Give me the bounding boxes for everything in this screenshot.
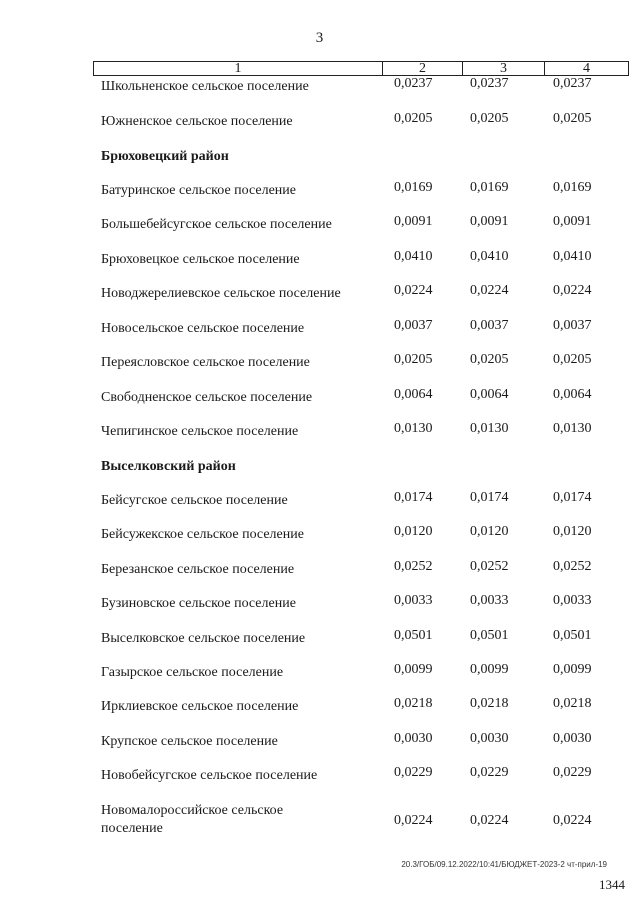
value-col-2: 0,0091 bbox=[394, 214, 433, 229]
header-col-1: 1 bbox=[234, 61, 242, 76]
settlement-name: Бузиновское сельское поселение bbox=[101, 596, 296, 611]
header-col-3: 3 bbox=[462, 62, 544, 75]
table-row bbox=[0, 524, 639, 551]
value-col-3: 0,0037 bbox=[470, 318, 509, 333]
settlement-name: Газырское сельское поселение bbox=[101, 665, 284, 680]
value-col-3: 0,0130 bbox=[470, 421, 509, 436]
table-row bbox=[0, 765, 639, 792]
table-row bbox=[0, 662, 639, 689]
value-col-4: 0,0099 bbox=[553, 662, 592, 677]
value-col-4: 0,0091 bbox=[553, 214, 592, 229]
value-col-2: 0,0224 bbox=[394, 283, 433, 298]
value-col-3: 0,0205 bbox=[470, 352, 509, 367]
value-col-4: 0,0237 bbox=[553, 76, 592, 91]
settlement-name: Крупское сельское поселение bbox=[101, 734, 278, 749]
value-col-4: 0,0410 bbox=[553, 249, 592, 264]
value-col-2: 0,0218 bbox=[394, 696, 433, 711]
value-col-2: 0,0120 bbox=[394, 524, 433, 539]
value-col-3: 0,0410 bbox=[470, 249, 509, 264]
settlement-name: Выселковское сельское поселение bbox=[101, 631, 306, 646]
value-col-3: 0,0501 bbox=[470, 628, 509, 643]
table-row bbox=[0, 249, 639, 276]
value-col-4: 0,0030 bbox=[553, 731, 592, 746]
table-row bbox=[0, 559, 639, 586]
settlement-name: Батуринское сельское поселение bbox=[101, 183, 296, 198]
header-col-4: 4 bbox=[544, 62, 628, 75]
district-heading bbox=[0, 459, 639, 483]
table-row bbox=[0, 352, 639, 379]
value-col-4: 0,0120 bbox=[553, 524, 592, 539]
value-col-2: 0,0501 bbox=[394, 628, 433, 643]
table-row bbox=[0, 696, 639, 723]
value-col-2: 0,0064 bbox=[394, 387, 433, 402]
table-row bbox=[0, 111, 639, 138]
settlement-name: Новосельское сельское поселение bbox=[101, 321, 305, 336]
value-col-3: 0,0033 bbox=[470, 593, 509, 608]
value-col-4: 0,0064 bbox=[553, 387, 592, 402]
value-col-4: 0,0033 bbox=[553, 593, 592, 608]
value-col-3: 0,0224 bbox=[470, 813, 509, 828]
settlement-name: Ирклиевское сельское поселение bbox=[101, 699, 299, 714]
settlement-name: Школьненское сельское поселение bbox=[101, 79, 309, 94]
value-col-4: 0,0037 bbox=[553, 318, 592, 333]
value-col-2: 0,0037 bbox=[394, 318, 433, 333]
settlement-name: Брюховецкое сельское поселение bbox=[101, 252, 300, 267]
value-col-3: 0,0237 bbox=[470, 76, 509, 91]
value-col-3: 0,0099 bbox=[470, 662, 509, 677]
value-col-3: 0,0174 bbox=[470, 490, 509, 505]
settlement-name: Переясловское сельское поселение bbox=[101, 355, 310, 370]
value-col-2: 0,0224 bbox=[394, 813, 433, 828]
district-name: Выселковский район bbox=[101, 459, 236, 474]
value-col-4: 0,0205 bbox=[553, 111, 592, 126]
settlement-name: Бейсугское сельское поселение bbox=[101, 493, 288, 508]
value-col-4: 0,0501 bbox=[553, 628, 592, 643]
table-row bbox=[0, 490, 639, 517]
value-col-2: 0,0205 bbox=[394, 111, 433, 126]
value-col-2: 0,0030 bbox=[394, 731, 433, 746]
value-col-4: 0,0218 bbox=[553, 696, 592, 711]
value-col-3: 0,0030 bbox=[470, 731, 509, 746]
table-row bbox=[0, 802, 639, 836]
table-row bbox=[0, 731, 639, 758]
document-code: 20.3/ГОБ/09.12.2022/10:41/БЮДЖЕТ-2023-2 чт-прил-19 bbox=[401, 860, 607, 869]
value-col-3: 0,0064 bbox=[470, 387, 509, 402]
table-row bbox=[0, 214, 639, 241]
table-row bbox=[0, 318, 639, 345]
sheet-number: 1344 bbox=[599, 877, 625, 892]
table-row bbox=[0, 628, 639, 655]
value-col-2: 0,0229 bbox=[394, 765, 433, 780]
value-col-4: 0,0224 bbox=[553, 813, 592, 828]
settlement-name: Новобейсугское сельское поселение bbox=[101, 768, 318, 783]
table-row bbox=[0, 180, 639, 207]
value-col-4: 0,0130 bbox=[553, 421, 592, 436]
settlement-name: Новоджерелиевское сельское поселение bbox=[101, 286, 341, 301]
value-col-2: 0,0130 bbox=[394, 421, 433, 436]
settlement-name: Бейсужекское сельское поселение bbox=[101, 527, 304, 542]
settlement-name: Южненское сельское поселение bbox=[101, 114, 293, 129]
value-col-2: 0,0174 bbox=[394, 490, 433, 505]
settlement-name: Свободненское сельское поселение bbox=[101, 390, 313, 405]
value-col-3: 0,0205 bbox=[470, 111, 509, 126]
settlement-name: Чепигинское сельское поселение bbox=[101, 424, 299, 439]
value-col-3: 0,0252 bbox=[470, 559, 509, 574]
district-heading bbox=[0, 149, 639, 173]
value-col-4: 0,0205 bbox=[553, 352, 592, 367]
value-col-4: 0,0229 bbox=[553, 765, 592, 780]
settlement-name: Березанское сельское поселение bbox=[101, 562, 295, 577]
value-col-2: 0,0169 bbox=[394, 180, 433, 195]
settlement-name: Новомалороссийское сельское поселение bbox=[101, 803, 284, 836]
value-col-3: 0,0120 bbox=[470, 524, 509, 539]
value-col-3: 0,0218 bbox=[470, 696, 509, 711]
table-row bbox=[0, 593, 639, 620]
value-col-3: 0,0224 bbox=[470, 283, 509, 298]
table-row bbox=[0, 421, 639, 448]
value-col-2: 0,0410 bbox=[394, 249, 433, 264]
value-col-4: 0,0224 bbox=[553, 283, 592, 298]
page-number: 3 bbox=[315, 30, 324, 46]
table-row bbox=[0, 387, 639, 414]
district-name: Брюховецкий район bbox=[101, 149, 229, 164]
table-row bbox=[0, 283, 639, 310]
value-col-2: 0,0099 bbox=[394, 662, 433, 677]
header-col-2: 2 bbox=[382, 62, 462, 75]
value-col-3: 0,0091 bbox=[470, 214, 509, 229]
value-col-4: 0,0174 bbox=[553, 490, 592, 505]
value-col-2: 0,0033 bbox=[394, 593, 433, 608]
value-col-2: 0,0252 bbox=[394, 559, 433, 574]
value-col-3: 0,0229 bbox=[470, 765, 509, 780]
value-col-2: 0,0237 bbox=[394, 76, 433, 91]
value-col-4: 0,0169 bbox=[553, 180, 592, 195]
value-col-2: 0,0205 bbox=[394, 352, 433, 367]
settlement-name: Большебейсугское сельское поселение bbox=[101, 217, 332, 232]
value-col-3: 0,0169 bbox=[470, 180, 509, 195]
value-col-4: 0,0252 bbox=[553, 559, 592, 574]
table-row bbox=[0, 76, 639, 103]
